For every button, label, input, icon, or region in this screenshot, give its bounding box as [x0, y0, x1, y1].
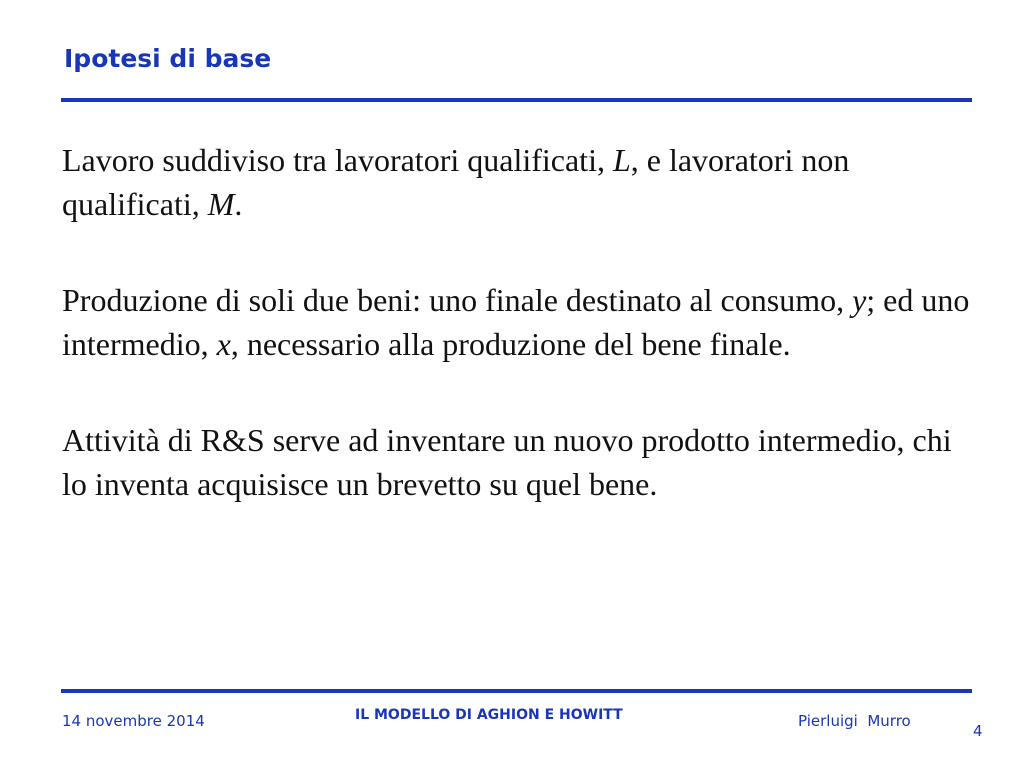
variable-M: M [207, 186, 235, 222]
title-divider [61, 98, 972, 102]
footer-presentation-title: IL MODELLO DI AGHION E HOWITT [355, 707, 623, 723]
paragraph-text: Produzione di soli due beni: uno finale destinato al consumo, [62, 282, 853, 318]
paragraph-text: Attività di R&S serve ad inventare un nuovo prodotto intermedio, chi lo inventa acquisisce un brevetto su quel bene. [62, 422, 952, 502]
footer-date: 14 novembre 2014 [62, 712, 205, 730]
paragraph-text: ; ed uno intermedio, [62, 282, 970, 362]
slide-body [62, 138, 972, 558]
slide-title: Ipotesi di base [64, 44, 272, 73]
footer-author: Pierluigi Murro [798, 712, 911, 730]
footer-divider [61, 689, 972, 693]
paragraph-text: Lavoro suddiviso tra lavoratori qualificati, [62, 142, 613, 178]
page-number: 4 [973, 722, 983, 740]
paragraph-text: . [234, 186, 243, 222]
variable-y: y [852, 282, 867, 318]
paragraph-labor [62, 138, 972, 226]
variable-x: x [216, 326, 231, 362]
paragraph-research [62, 418, 972, 506]
paragraph-production [62, 278, 972, 366]
paragraph-text: , e lavoratori non qualificati, [62, 142, 850, 222]
variable-L: L [612, 142, 631, 178]
paragraph-text: , necessario alla produzione del bene finale. [230, 326, 791, 362]
